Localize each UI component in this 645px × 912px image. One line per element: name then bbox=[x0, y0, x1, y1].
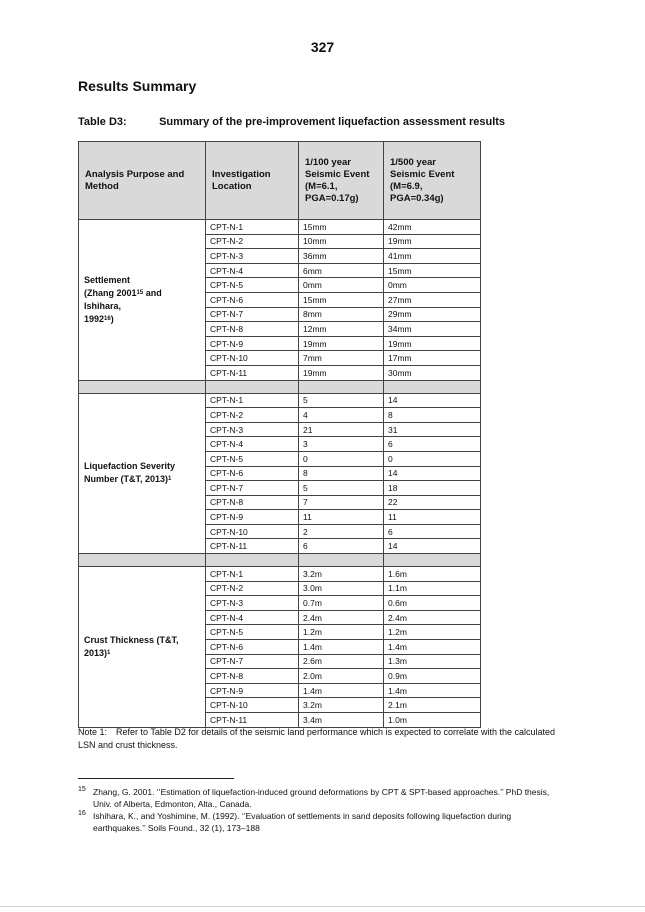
value-500yr-cell: 0mm bbox=[384, 278, 481, 293]
value-100yr-cell: 0.7m bbox=[299, 596, 384, 611]
value-500yr-cell: 2.4m bbox=[384, 610, 481, 625]
group-label bbox=[79, 220, 206, 381]
table-row bbox=[79, 220, 481, 235]
location-cell: CPT-N-10 bbox=[206, 351, 299, 366]
value-500yr-cell: 1.4m bbox=[384, 683, 481, 698]
spacer-row bbox=[79, 380, 481, 393]
location-cell: CPT-N-1 bbox=[206, 220, 299, 235]
value-500yr-cell: 15mm bbox=[384, 263, 481, 278]
value-100yr-cell: 19mm bbox=[299, 365, 384, 380]
footnote-ref: 1 bbox=[168, 476, 172, 483]
location-cell: CPT-N-9 bbox=[206, 683, 299, 698]
spacer-cell bbox=[299, 554, 384, 567]
value-500yr-cell: 1.2m bbox=[384, 625, 481, 640]
table-label: Table D3: bbox=[78, 116, 127, 128]
location-cell: CPT-N-3 bbox=[206, 249, 299, 264]
section-heading: Results Summary bbox=[78, 78, 197, 94]
value-500yr-cell: 30mm bbox=[384, 365, 481, 380]
value-100yr-cell: 15mm bbox=[299, 220, 384, 235]
location-cell: CPT-N-7 bbox=[206, 307, 299, 322]
value-100yr-cell: 10mm bbox=[299, 234, 384, 249]
table-caption bbox=[78, 116, 505, 128]
value-500yr-cell: 14 bbox=[384, 393, 481, 408]
group-label bbox=[79, 567, 206, 728]
group-label-line bbox=[84, 287, 200, 313]
value-500yr-cell: 1.6m bbox=[384, 567, 481, 582]
footnote-ref: 16 bbox=[104, 315, 111, 322]
value-100yr-cell: 5 bbox=[299, 393, 384, 408]
spacer-cell bbox=[206, 554, 299, 567]
header-location: Investigation Location bbox=[206, 142, 299, 220]
value-100yr-cell: 8mm bbox=[299, 307, 384, 322]
label-part: ) bbox=[110, 313, 114, 324]
value-100yr-cell: 8 bbox=[299, 466, 384, 481]
value-500yr-cell: 19mm bbox=[384, 234, 481, 249]
value-100yr-cell: 6 bbox=[299, 539, 384, 554]
page-number: 327 bbox=[310, 39, 335, 55]
spacer-cell bbox=[79, 554, 206, 567]
value-500yr-cell: 6 bbox=[384, 524, 481, 539]
value-100yr-cell: 2 bbox=[299, 524, 384, 539]
table-note bbox=[78, 726, 568, 752]
value-500yr-cell: 41mm bbox=[384, 249, 481, 264]
value-500yr-cell: 27mm bbox=[384, 292, 481, 307]
value-100yr-cell: 2.0m bbox=[299, 669, 384, 684]
location-cell: CPT-N-5 bbox=[206, 278, 299, 293]
header-500yr: 1/500 year Seismic Event (M=6.9, PGA=0.34g) bbox=[384, 142, 481, 220]
value-100yr-cell: 7 bbox=[299, 495, 384, 510]
location-cell: CPT-N-3 bbox=[206, 596, 299, 611]
value-100yr-cell: 21 bbox=[299, 422, 384, 437]
value-500yr-cell: 1.0m bbox=[384, 713, 481, 728]
location-cell: CPT-N-4 bbox=[206, 263, 299, 278]
value-500yr-cell: 2.1m bbox=[384, 698, 481, 713]
footnote-16 bbox=[78, 810, 558, 834]
page-bottom-edge bbox=[0, 906, 645, 907]
table-header-row bbox=[79, 142, 481, 220]
value-500yr-cell: 0.9m bbox=[384, 669, 481, 684]
value-500yr-cell: 19mm bbox=[384, 336, 481, 351]
location-cell: CPT-N-9 bbox=[206, 336, 299, 351]
value-100yr-cell: 3 bbox=[299, 437, 384, 452]
value-100yr-cell: 3.2m bbox=[299, 567, 384, 582]
value-500yr-cell: 8 bbox=[384, 408, 481, 423]
location-cell: CPT-N-11 bbox=[206, 365, 299, 380]
location-cell: CPT-N-8 bbox=[206, 495, 299, 510]
header-analysis: Analysis Purpose and Method bbox=[79, 142, 206, 220]
location-cell: CPT-N-7 bbox=[206, 654, 299, 669]
group-label bbox=[79, 393, 206, 554]
location-cell: CPT-N-11 bbox=[206, 539, 299, 554]
location-cell: CPT-N-6 bbox=[206, 640, 299, 655]
location-cell: CPT-N-1 bbox=[206, 393, 299, 408]
spacer-cell bbox=[299, 380, 384, 393]
value-500yr-cell: 6 bbox=[384, 437, 481, 452]
footnote-ref: 15 bbox=[136, 289, 144, 296]
value-100yr-cell: 0mm bbox=[299, 278, 384, 293]
label-part: 1992 bbox=[84, 313, 105, 324]
location-cell: CPT-N-4 bbox=[206, 610, 299, 625]
value-500yr-cell: 31 bbox=[384, 422, 481, 437]
group-label-line bbox=[84, 313, 200, 326]
location-cell: CPT-N-4 bbox=[206, 437, 299, 452]
footnote-divider bbox=[78, 778, 234, 779]
value-100yr-cell: 36mm bbox=[299, 249, 384, 264]
value-500yr-cell: 34mm bbox=[384, 322, 481, 337]
group-label-line: Settlement bbox=[84, 274, 131, 285]
value-100yr-cell: 5 bbox=[299, 481, 384, 496]
location-cell: CPT-N-6 bbox=[206, 292, 299, 307]
value-500yr-cell: 1.4m bbox=[384, 640, 481, 655]
value-100yr-cell: 2.4m bbox=[299, 610, 384, 625]
value-100yr-cell: 6mm bbox=[299, 263, 384, 278]
location-cell: CPT-N-3 bbox=[206, 422, 299, 437]
spacer-cell bbox=[79, 380, 206, 393]
value-100yr-cell: 19mm bbox=[299, 336, 384, 351]
value-500yr-cell: 42mm bbox=[384, 220, 481, 235]
label-part: and Ishihara, bbox=[84, 287, 162, 311]
value-100yr-cell: 11 bbox=[299, 510, 384, 525]
location-cell: CPT-N-2 bbox=[206, 408, 299, 423]
value-500yr-cell: 29mm bbox=[384, 307, 481, 322]
table-row bbox=[79, 567, 481, 582]
value-500yr-cell: 1.3m bbox=[384, 654, 481, 669]
results-table bbox=[78, 141, 481, 728]
label-part: (Zhang 2001 bbox=[84, 287, 137, 298]
group-label-text: Liquefaction Severity Number (T&T, 2013) bbox=[84, 461, 176, 485]
footnote-15 bbox=[78, 786, 558, 810]
value-100yr-cell: 7mm bbox=[299, 351, 384, 366]
value-100yr-cell: 4 bbox=[299, 408, 384, 423]
value-500yr-cell: 14 bbox=[384, 466, 481, 481]
spacer-cell bbox=[384, 554, 481, 567]
value-500yr-cell: 14 bbox=[384, 539, 481, 554]
location-cell: CPT-N-1 bbox=[206, 567, 299, 582]
location-cell: CPT-N-2 bbox=[206, 234, 299, 249]
table-title: Summary of the pre-improvement liquefaction assessment results bbox=[159, 116, 506, 128]
note-text: Refer to Table D2 for details of the seismic land performance which is expected to correlate with the calculated LSN and crust thickness. bbox=[78, 727, 556, 750]
spacer-cell bbox=[384, 380, 481, 393]
location-cell: CPT-N-11 bbox=[206, 713, 299, 728]
footnote-number: 15 bbox=[78, 786, 86, 793]
value-500yr-cell: 22 bbox=[384, 495, 481, 510]
footnote-text: Ishihara, K., and Yoshimine, M. (1992). ‘’Evaluation of settlements in sand deposits following liquefaction during earthquakes.’’ Soils Found., 32 (1), 173–188 bbox=[93, 811, 512, 833]
footnote-ref: 1 bbox=[107, 649, 111, 656]
value-100yr-cell: 0 bbox=[299, 451, 384, 466]
value-100yr-cell: 3.2m bbox=[299, 698, 384, 713]
group-label-text: Crust Thickness (T&T, 2013) bbox=[84, 634, 179, 658]
location-cell: CPT-N-8 bbox=[206, 322, 299, 337]
value-100yr-cell: 12mm bbox=[299, 322, 384, 337]
value-500yr-cell: 1.1m bbox=[384, 581, 481, 596]
location-cell: CPT-N-7 bbox=[206, 481, 299, 496]
value-100yr-cell: 2.6m bbox=[299, 654, 384, 669]
value-100yr-cell: 15mm bbox=[299, 292, 384, 307]
location-cell: CPT-N-10 bbox=[206, 524, 299, 539]
footnote-number: 16 bbox=[78, 810, 86, 817]
note-label: Note 1: bbox=[78, 727, 108, 737]
value-100yr-cell: 1.4m bbox=[299, 640, 384, 655]
location-cell: CPT-N-6 bbox=[206, 466, 299, 481]
location-cell: CPT-N-2 bbox=[206, 581, 299, 596]
location-cell: CPT-N-5 bbox=[206, 451, 299, 466]
footnote-text: Zhang, G. 2001. ‘’Estimation of liquefaction-induced ground deformations by CPT & SPT-based approaches.’’ PhD thesis, Univ. of Alberta, Edmonton, Alta., Canada. bbox=[93, 787, 550, 809]
value-500yr-cell: 0 bbox=[384, 451, 481, 466]
location-cell: CPT-N-5 bbox=[206, 625, 299, 640]
table-row bbox=[79, 393, 481, 408]
value-500yr-cell: 0.6m bbox=[384, 596, 481, 611]
location-cell: CPT-N-9 bbox=[206, 510, 299, 525]
header-100yr: 1/100 year Seismic Event (M=6.1, PGA=0.17g) bbox=[299, 142, 384, 220]
value-100yr-cell: 3.0m bbox=[299, 581, 384, 596]
value-500yr-cell: 11 bbox=[384, 510, 481, 525]
spacer-row bbox=[79, 554, 481, 567]
value-500yr-cell: 17mm bbox=[384, 351, 481, 366]
location-cell: CPT-N-10 bbox=[206, 698, 299, 713]
value-100yr-cell: 1.2m bbox=[299, 625, 384, 640]
spacer-cell bbox=[206, 380, 299, 393]
value-100yr-cell: 1.4m bbox=[299, 683, 384, 698]
value-100yr-cell: 3.4m bbox=[299, 713, 384, 728]
location-cell: CPT-N-8 bbox=[206, 669, 299, 684]
value-500yr-cell: 18 bbox=[384, 481, 481, 496]
